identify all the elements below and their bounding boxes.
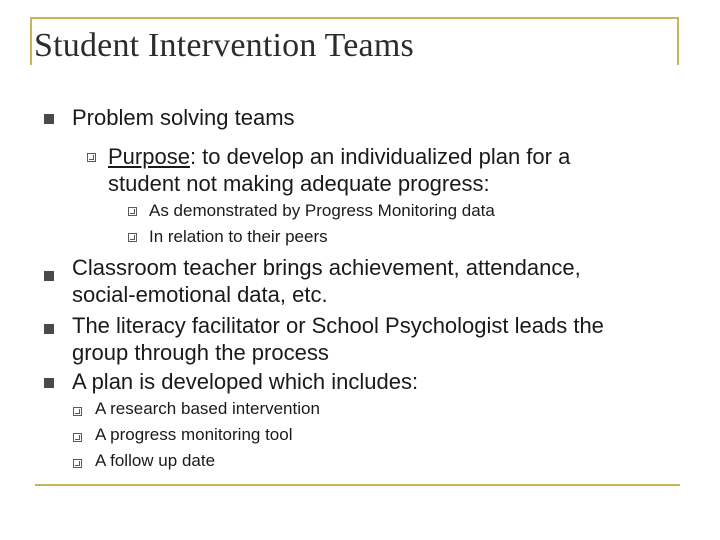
sub-item-peers: In relation to their peers xyxy=(149,227,328,246)
open-square-bullet-icon xyxy=(87,153,96,162)
square-bullet-icon xyxy=(44,324,54,334)
frame-right-line xyxy=(677,17,679,65)
purpose-label: Purpose xyxy=(108,144,190,169)
open-square-bullet-icon xyxy=(128,233,137,242)
bullet-literacy-line-2: group through the process xyxy=(72,340,329,365)
bullet-classroom-line-2: social-emotional data, etc. xyxy=(72,282,328,307)
purpose-line-1 xyxy=(108,143,570,170)
purpose-text: : to develop an individualized plan for a xyxy=(189,144,571,169)
plan-item-intervention: A research based intervention xyxy=(95,399,320,418)
open-square-bullet-icon xyxy=(73,433,82,442)
purpose-line-2: student not making adequate progress: xyxy=(108,171,490,196)
bullet-classroom-line-1: Classroom teacher brings achievement, attendance, xyxy=(72,255,581,280)
square-bullet-icon xyxy=(44,378,54,388)
plan-item-monitoring-tool: A progress monitoring tool xyxy=(95,425,293,444)
plan-item-follow-up: A follow up date xyxy=(95,451,216,470)
square-bullet-icon xyxy=(44,271,54,281)
sub-item-progress-monitoring: As demonstrated by Progress Monitoring data xyxy=(149,201,495,220)
bullet-plan: A plan is developed which includes: xyxy=(72,369,419,394)
open-square-bullet-icon xyxy=(73,459,82,468)
open-square-bullet-icon xyxy=(128,207,137,216)
frame-top-line xyxy=(30,17,677,19)
slide-title: Student Intervention Teams xyxy=(34,27,414,64)
frame-bottom-line xyxy=(35,484,680,486)
bullet-problem-solving: Problem solving teams xyxy=(72,105,295,130)
bullet-literacy-line-1: The literacy facilitator or School Psychologist leads the xyxy=(72,313,604,338)
frame-left-line xyxy=(30,17,32,65)
open-square-bullet-icon xyxy=(73,407,82,416)
square-bullet-icon xyxy=(44,114,54,124)
